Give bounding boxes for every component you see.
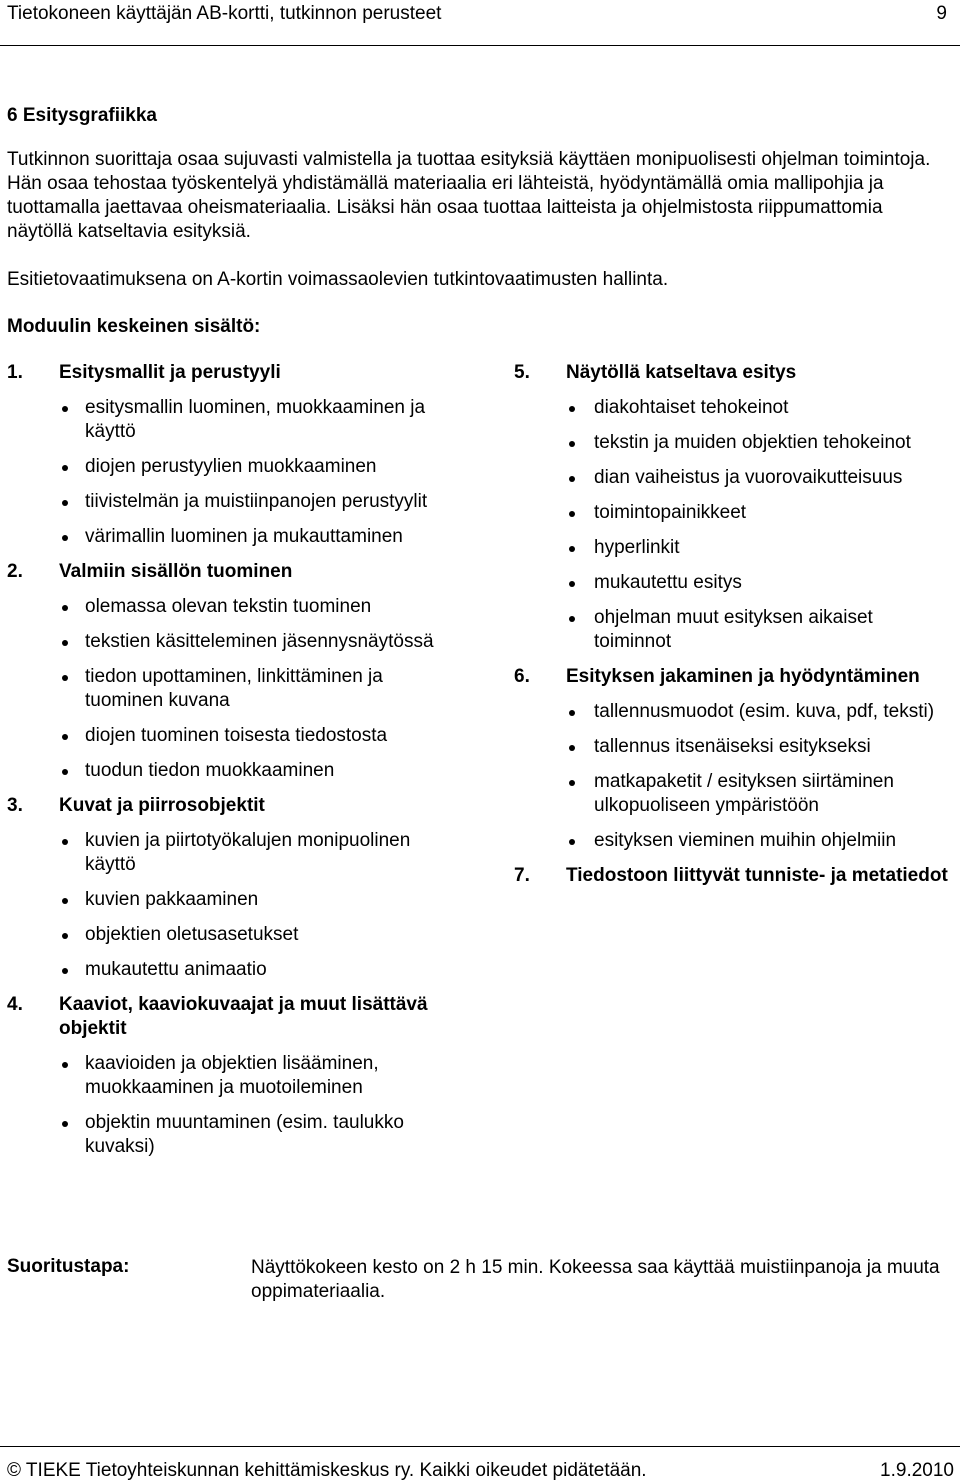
module-group — [514, 864, 954, 888]
list-item-text: objektin muuntaminen (esim. taulukko kuvaksi) — [85, 1112, 404, 1157]
module-group-title: Kuvat ja piirrosobjektit — [59, 795, 265, 816]
module-group-heading — [514, 665, 954, 689]
bullet-icon — [569, 710, 575, 716]
module-item-list — [7, 396, 447, 549]
list-item-text: tiivistelmän ja muistiinpanojen perustyylit — [85, 491, 428, 512]
module-group-title: Tiedostoon liittyvät tunniste- ja metatiedot — [566, 865, 948, 886]
performance-label: Suoritustapa: — [7, 1256, 130, 1277]
bullet-icon — [62, 500, 68, 506]
list-item-text: objektien oletusasetukset — [85, 924, 299, 945]
bullet-icon — [62, 605, 68, 611]
list-item — [7, 958, 441, 982]
list-item — [7, 665, 441, 713]
list-item-text: tallennusmuodot (esim. kuva, pdf, teksti) — [594, 701, 935, 722]
bullet-icon — [62, 898, 68, 904]
module-group-heading — [7, 560, 447, 584]
list-item — [514, 606, 952, 654]
bullet-icon — [62, 839, 68, 845]
bullet-icon — [62, 675, 68, 681]
list-item-text: ohjelman muut esityksen aikaiset toiminnot — [594, 607, 873, 652]
list-item-text: esityksen vieminen muihin ohjelmiin — [594, 830, 897, 851]
list-item-text: diakohtaiset tehokeinot — [594, 397, 789, 418]
bullet-icon — [62, 1121, 68, 1127]
bullet-icon — [569, 441, 575, 447]
list-item — [514, 501, 952, 525]
list-item — [7, 455, 441, 479]
module-item-list — [514, 700, 954, 853]
module-group-title: Kaaviot, kaaviokuvaajat ja muut lisättävä objektit — [59, 994, 428, 1039]
bullet-icon — [62, 933, 68, 939]
module-group-heading — [514, 361, 954, 385]
list-item-text: toimintopainikkeet — [594, 502, 747, 523]
bullet-icon — [62, 406, 68, 412]
page-footer — [0, 1446, 960, 1483]
bullet-icon — [62, 1062, 68, 1068]
list-item-text: tiedon upottaminen, linkittäminen ja tuominen kuvana — [85, 666, 383, 711]
list-item — [7, 525, 441, 549]
bullet-icon — [569, 476, 575, 482]
list-item-text: mukautettu esitys — [594, 572, 742, 593]
list-item — [514, 466, 952, 490]
bullet-icon — [62, 968, 68, 974]
bullet-icon — [62, 640, 68, 646]
performance-text: Näyttökokeen kesto on 2 h 15 min. Kokeessa saa käyttää muistiinpanoja ja muuta oppimateriaalia. — [251, 1257, 940, 1302]
module-group-number: 3. — [7, 795, 23, 816]
list-item-text: kuvien ja piirtotyökalujen monipuolinen käyttö — [85, 830, 411, 875]
list-item — [7, 888, 441, 912]
module-group — [514, 361, 954, 654]
list-item — [7, 759, 441, 783]
list-item-text: tekstin ja muiden objektien tehokeinot — [594, 432, 911, 453]
bullet-icon — [569, 839, 575, 845]
module-item-list — [7, 829, 447, 982]
list-item — [7, 724, 441, 748]
module-group-title: Valmiin sisällön tuominen — [59, 561, 293, 582]
list-item — [514, 431, 952, 455]
list-item — [7, 923, 441, 947]
bullet-icon — [569, 511, 575, 517]
list-item — [514, 571, 952, 595]
list-item-text: diojen tuominen toisesta tiedostosta — [85, 725, 388, 746]
list-item-text: matkapaketit / esityksen siirtäminen ulkopuoliseen ympäristöön — [594, 771, 894, 816]
bullet-icon — [569, 581, 575, 587]
bullet-icon — [569, 745, 575, 751]
list-item-text: tallennus itsenäiseksi esitykseksi — [594, 736, 871, 757]
footer-date: 1.9.2010 — [880, 1460, 954, 1481]
list-item — [7, 630, 441, 654]
header-title: Tietokoneen käyttäjän AB-kortti, tutkinnon perusteet — [7, 3, 442, 24]
module-group-number: 2. — [7, 561, 23, 582]
list-item-text: olemassa olevan tekstin tuominen — [85, 596, 372, 617]
page-number: 9 — [936, 3, 947, 24]
module-group-number: 4. — [7, 994, 23, 1015]
list-item — [514, 735, 952, 759]
list-item — [514, 700, 952, 724]
module-group — [7, 361, 447, 549]
module-group-heading — [514, 864, 954, 888]
list-item-text: hyperlinkit — [594, 537, 680, 558]
module-group-number: 7. — [514, 865, 530, 886]
list-item — [7, 490, 441, 514]
list-item-text: dian vaiheistus ja vuorovaikutteisuus — [594, 467, 903, 488]
list-item — [7, 1052, 441, 1100]
list-item-text: diojen perustyylien muokkaaminen — [85, 456, 377, 477]
module-group-heading — [7, 361, 447, 385]
module-group-title: Näytöllä katseltava esitys — [566, 362, 797, 383]
footer-copyright: © TIEKE Tietoyhteiskunnan kehittämiskeskus ry. Kaikki oikeudet pidätetään. — [7, 1460, 647, 1481]
section-title: 6 Esitysgrafiikka — [7, 105, 157, 126]
list-item — [7, 595, 441, 619]
module-group — [7, 560, 447, 783]
bullet-icon — [569, 616, 575, 622]
module-group-number: 1. — [7, 362, 23, 383]
list-item-text: tuodun tiedon muokkaaminen — [85, 760, 335, 781]
module-item-list — [514, 396, 954, 654]
module-group-number: 5. — [514, 362, 530, 383]
list-item-text: tekstien käsitteleminen jäsennysnäytössä — [85, 631, 434, 652]
list-item — [7, 396, 441, 444]
module-group-heading — [7, 794, 447, 818]
bullet-icon — [62, 465, 68, 471]
list-item — [7, 1111, 441, 1159]
bullet-icon — [569, 780, 575, 786]
list-item-text: kaavioiden ja objektien lisääminen, muokkaaminen ja muotoileminen — [85, 1053, 379, 1098]
bullet-icon — [62, 734, 68, 740]
intro-paragraph: Tutkinnon suorittaja osaa sujuvasti valmistella ja tuottaa esityksiä käyttäen monipuolisesti ohjelman toimintoja. Hän osaa tehostaa työskentelyä yhdistämällä materiaalia eri lähteistä, hyödyntämällä omia mallipohjia ja tuottamalla jaettavaa oheismateriaalia. Lisäksi hän osaa tuottaa laitteista ja ohjelmistosta riippumattomia näytöllä katseltavia esityksiä. — [7, 149, 931, 242]
bullet-icon — [62, 535, 68, 541]
module-group-title: Esitysmallit ja perustyyli — [59, 362, 281, 383]
list-item — [7, 829, 441, 877]
list-item-text: mukautettu animaatio — [85, 959, 267, 980]
bullet-icon — [62, 769, 68, 775]
module-item-list — [7, 595, 447, 783]
prerequisite-paragraph: Esitietovaatimuksena on A-kortin voimassaolevien tutkintovaatimusten hallinta. — [7, 269, 669, 290]
page-header — [0, 0, 960, 46]
content-column-left — [7, 361, 447, 1170]
list-item-text: esitysmallin luominen, muokkaaminen ja käyttö — [85, 397, 426, 442]
list-item — [514, 536, 952, 560]
module-group-heading — [7, 993, 447, 1041]
list-item — [514, 829, 952, 853]
module-group-title: Esityksen jakaminen ja hyödyntäminen — [566, 666, 920, 687]
list-item-text: värimallin luominen ja mukauttaminen — [85, 526, 403, 547]
bullet-icon — [569, 546, 575, 552]
module-group-number: 6. — [514, 666, 530, 687]
module-content-heading: Moduulin keskeinen sisältö: — [7, 316, 261, 337]
list-item — [514, 770, 952, 818]
module-item-list — [7, 1052, 447, 1159]
module-group — [7, 993, 447, 1159]
bullet-icon — [569, 406, 575, 412]
list-item — [514, 396, 952, 420]
module-group — [514, 665, 954, 853]
list-item-text: kuvien pakkaaminen — [85, 889, 259, 910]
content-column-right — [514, 361, 954, 899]
module-group — [7, 794, 447, 982]
